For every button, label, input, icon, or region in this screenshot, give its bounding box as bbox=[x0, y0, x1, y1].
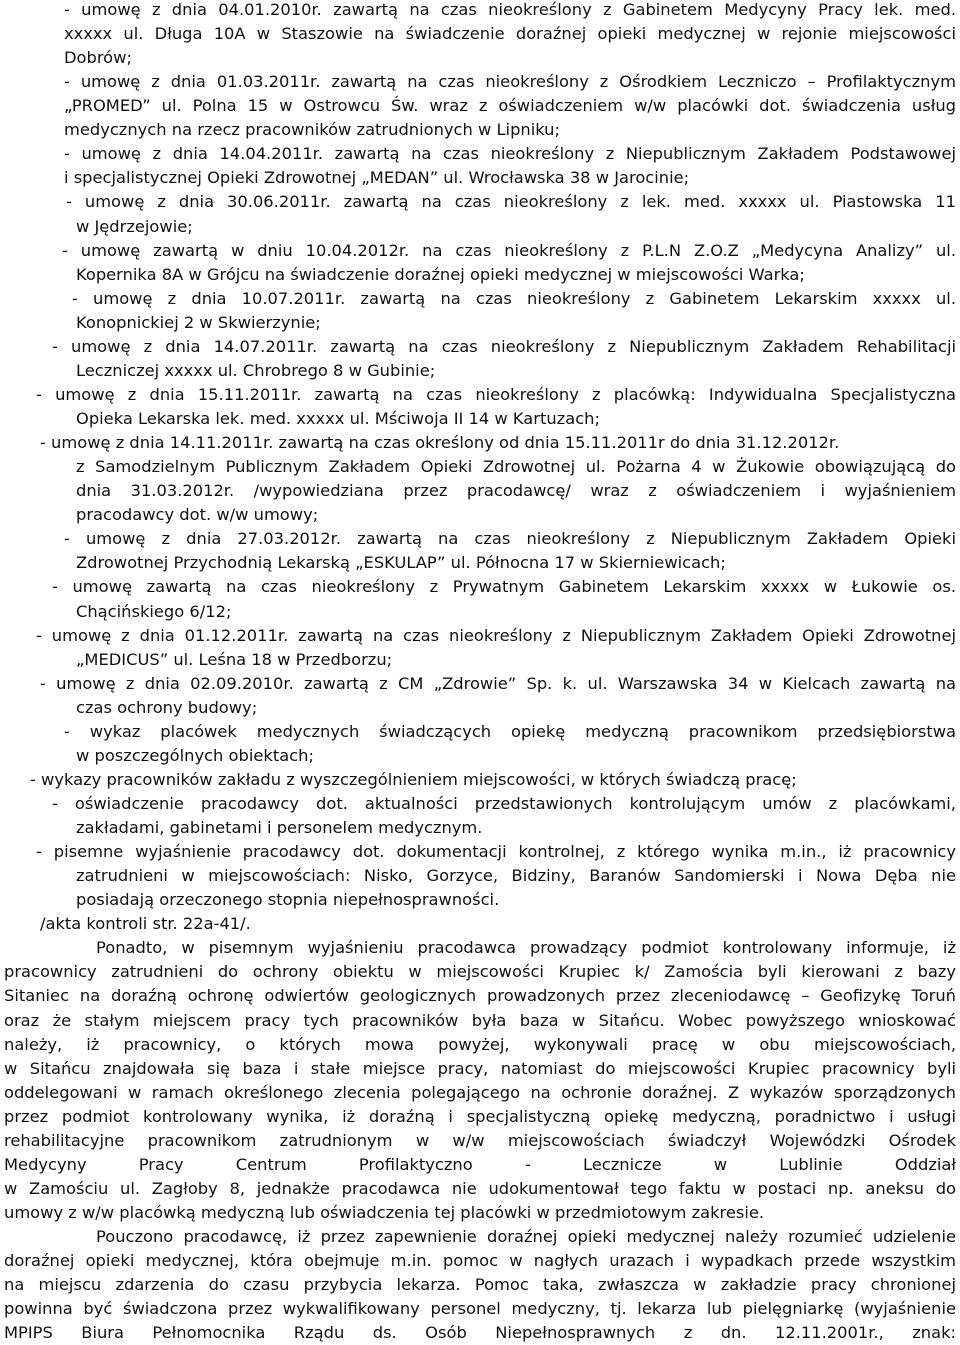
paragraph-line: Medycyny Pracy Centrum Profilaktyczno - Lecznicze w Lublinie Oddział bbox=[4, 1154, 956, 1174]
list-item: - umowę zawartą na czas nieokreślony z Prywatnym Gabinetem Lekarskim xxxxx w Łukowie os. bbox=[52, 577, 956, 597]
paragraph-line: umowy z w/w placówką medyczną lub oświadczenia tej placówki w przedmiotowym zakresie. bbox=[4, 1203, 765, 1222]
paragraph-line: powinna być świadczona przez wykwalifikowany personel medyczny, tj. lekarza lub pielęgniarkę (wyjaśnienie bbox=[4, 1299, 956, 1319]
list-item-continuation: „MEDICUS” ul. Leśna 18 w Przedborzu; bbox=[76, 649, 393, 669]
list-item-continuation: posiadają orzeczonego stopnia niepełnosprawności. bbox=[76, 890, 500, 910]
list-item-continuation: Chącińskiego 6/12; bbox=[76, 601, 232, 621]
paragraph-line: w Zamościu ul. Zagłoby 8, jednakże pracodawca nie udokumentował tego faktu w postaci np. aneksu do bbox=[4, 1178, 956, 1198]
list-item-continuation: i specjalistycznej Opieki Zdrowotnej „MEDAN” ul. Wrocławska 38 w Jarocinie; bbox=[64, 168, 690, 188]
list-item: - umowę z dnia 01.12.2011r. zawartą na czas nieokreślony z Niepublicznym Zakładem Opieki Zdrowotnej bbox=[36, 625, 956, 645]
list-item-continuation: w poszczególnych obiektach; bbox=[76, 745, 314, 765]
paragraph-line: oraz że stałym miejscem pracy tych pracowników była baza w Sitańcu. Wobec powyższego wnioskować bbox=[4, 1010, 956, 1030]
list-item: - pisemne wyjaśnienie pracodawcy dot. dokumentacji kontrolnej, z którego wynika m.in., iż pracownicy bbox=[36, 842, 956, 862]
list-item: - wykaz placówek medycznych świadczących opiekę medyczną pracownikom przedsiębiorstwa bbox=[64, 721, 956, 741]
list-item-continuation: xxxxx ul. Długa 10A w Staszowie na świadczenie doraźnej opieki medycznej w rejonie miejscowości bbox=[64, 24, 956, 44]
list-item-continuation: zatrudnieni w miejscowościach: Nisko, Gorzyce, Bidziny, Baranów Sandomierski i Nowa Dęba nie bbox=[76, 866, 956, 886]
list-item: - umowę z dnia 02.09.2010r. zawartą z CM „Zdrowie” Sp. k. ul. Warszawska 34 w Kielcach zawartą na bbox=[40, 673, 956, 693]
list-item: - umowę z dnia 04.01.2010r. zawartą na czas nieokreślony z Gabinetem Medycyny Pracy lek. med. bbox=[64, 0, 956, 19]
list-item-continuation: zakładami, gabinetami i personelem medycznym. bbox=[76, 818, 483, 838]
list-item: - umowę z dnia 30.06.2011r. zawartą na czas nieokreślony z lek. med. xxxxx ul. Piastowska 11 bbox=[66, 192, 956, 212]
paragraph-line: Pouczono pracodawcę, iż przez zapewnienie doraźnej opieki medycznej należy rozumieć udzielenie bbox=[96, 1227, 956, 1247]
list-item-continuation: Konopnickiej 2 w Skwierzynie; bbox=[76, 312, 321, 332]
list-item-continuation: pracodawcy dot. w/w umowy; bbox=[76, 505, 319, 525]
list-item-continuation: dnia 31.03.2012r. /wypowiedziana przez pracodawcę/ wraz z oświadczeniem i wyjaśnieniem bbox=[76, 481, 956, 501]
paragraph-line: Sitaniec na doraźną ochronę odwiertów geologicznych prowadzonych przez zleceniodawcę – Geofizykę Toruń bbox=[4, 986, 956, 1006]
list-item: - umowę z dnia 01.03.2011r. zawartą na czas nieokreślony z Ośrodkiem Leczniczo – Profilaktycznym bbox=[64, 72, 956, 92]
list-item: - umowę z dnia 15.11.2011r. zawartą na czas nieokreślony z placówką: Indywidualna Specjalistyczna bbox=[36, 384, 956, 404]
paragraph-line: pracownicy zatrudnieni do ochrony obiektu w miejscowości Krupiec k/ Zamościa byli kierowani z bazy bbox=[4, 962, 956, 982]
paragraph-line: Ponadto, w pisemnym wyjaśnieniu pracodawca prowadzący podmiot kontrolowany informuje, iż bbox=[96, 938, 956, 958]
paragraph-line: rehabilitacyjne pracownikom zatrudnionym w w/w miejscowościach świadczył Wojewódzki Ośrodek bbox=[4, 1130, 956, 1150]
list-item: - umowę zawartą w dniu 10.04.2012r. na czas nieokreślony z P.L.N Z.O.Z „Medycyna Analizy” ul. bbox=[62, 240, 956, 260]
list-item-continuation: w Jędrzejowie; bbox=[76, 216, 193, 236]
list-item-continuation: Opieka Lekarska lek. med. xxxxx ul. Mściwoja II 14 w Kartuzach; bbox=[76, 409, 600, 429]
paragraph-line: przez podmiot kontrolowany wynika, iż doraźną i specjalistyczną opiekę medyczną, poradnictwo i usługi bbox=[4, 1106, 956, 1126]
list-item: - wykazy pracowników zakładu z wyszczególnieniem miejscowości, w których świadczą pracę; bbox=[30, 769, 797, 789]
paragraph-line: na miejscu zdarzenia do czasu przybycia lekarza. Pomoc taka, zwłaszcza w zakładzie pracy chronionej bbox=[4, 1275, 956, 1295]
list-item: - umowę z dnia 27.03.2012r. zawartą na czas nieokreślony z Niepublicznym Zakładem Opieki bbox=[64, 529, 956, 549]
paragraph-line: w Sitańcu znajdowała się baza i stałe miejsce pracy, natomiast do miejscowości Krupiec pracownicy byli bbox=[4, 1058, 956, 1078]
list-item-continuation: Leczniczej xxxxx ul. Chrobrego 8 w Gubinie; bbox=[76, 360, 436, 380]
list-item-continuation: Dobrów; bbox=[64, 48, 132, 68]
list-item: - oświadczenie pracodawcy dot. aktualności przedstawionych kontrolującym umów z placówkami, bbox=[52, 793, 956, 813]
paragraph-line: doraźnej opieki medycznej, która obejmuje m.in. pomoc w nagłych urazach i wypadkach przede wszystkim bbox=[4, 1251, 956, 1271]
paragraph-line: należy, iż pracownicy, o których mowa powyżej, wykonywali pracę w obu miejscowościach, bbox=[4, 1034, 956, 1054]
list-item: - umowę z dnia 14.04.2011r. zawartą na czas nieokreślony z Niepublicznym Zakładem Podstawowej bbox=[64, 144, 956, 164]
reference-note: /akta kontroli str. 22a-41/. bbox=[40, 914, 251, 934]
list-item-continuation: „PROMED” ul. Polna 15 w Ostrowcu Św. wraz z oświadczeniem w/w placówki dot. świadczenia usług bbox=[64, 96, 956, 116]
list-item-continuation: czas ochrony budowy; bbox=[76, 697, 258, 717]
paragraph-line: MPIPS Biura Pełnomocnika Rządu ds. Osób Niepełnosprawnych z dn. 12.11.2001r., znak: bbox=[4, 1323, 956, 1343]
list-item-continuation: medycznych na rzecz pracowników zatrudnionych w Lipniku; bbox=[64, 120, 560, 140]
list-item-continuation: Kopernika 8A w Grójcu na świadczenie doraźnej opieki medycznej w miejscowości Warka; bbox=[76, 264, 805, 284]
list-item-continuation: z Samodzielnym Publicznym Zakładem Opieki Zdrowotnej ul. Pożarna 4 w Żukowie obowiązującą do bbox=[76, 457, 956, 477]
list-item-continuation: Zdrowotnej Przychodnią Lekarską „ESKULAP” ul. Północna 17 w Skierniewicach; bbox=[76, 553, 726, 573]
list-item: - umowę z dnia 10.07.2011r. zawartą na czas nieokreślony z Gabinetem Lekarskim xxxxx ul. bbox=[72, 288, 956, 308]
paragraph-line: oddelegowani w ramach określonego zlecenia polegającego na ochronie doraźnej. Z wykazów sporządzonych bbox=[4, 1082, 956, 1102]
list-item: - umowę z dnia 14.11.2011r. zawartą na czas określony od dnia 15.11.2011r do dnia 31.12.2012r. bbox=[40, 433, 840, 453]
list-item: - umowę z dnia 14.07.2011r. zawartą na czas nieokreślony z Niepublicznym Zakładem Rehabilitacji bbox=[52, 336, 956, 356]
